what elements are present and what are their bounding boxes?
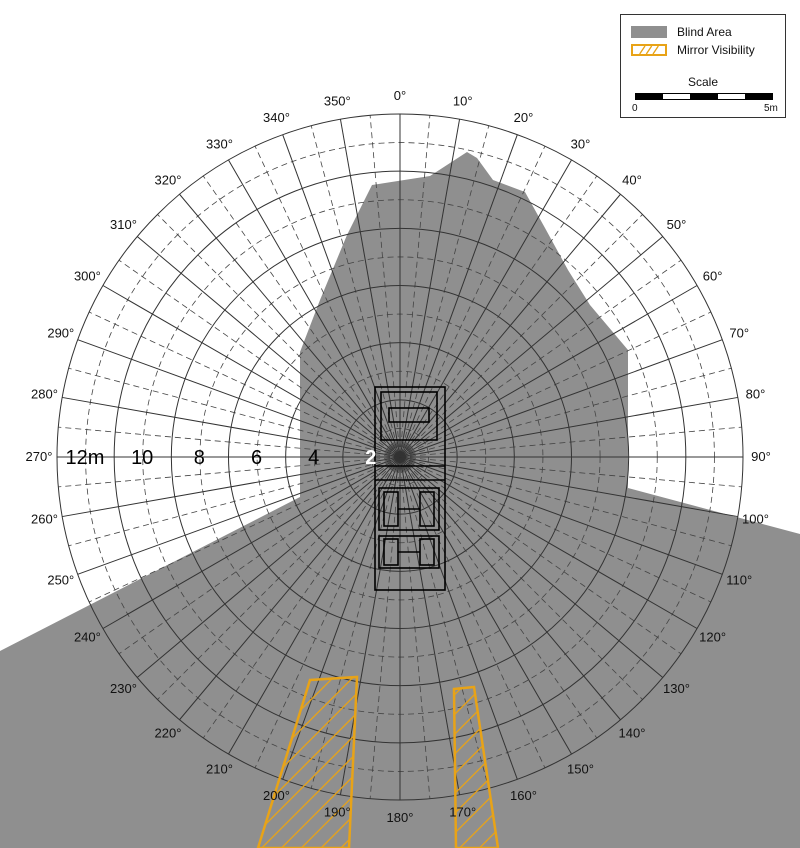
legend-item-mirror-visibility <box>631 43 755 57</box>
angle-label: 80° <box>745 386 766 402</box>
scale-end-label: 5m <box>764 103 778 114</box>
angle-label: 330° <box>206 136 233 152</box>
angle-label: 120° <box>699 629 727 645</box>
angle-label: 150° <box>567 761 594 777</box>
angle-label: 70° <box>729 325 750 341</box>
legend-label-blind-area: Blind Area <box>677 25 732 39</box>
angle-label: 200° <box>263 788 290 804</box>
angle-label: 210° <box>206 761 233 777</box>
angle-label: 220° <box>154 725 182 741</box>
angle-label: 160° <box>510 788 537 804</box>
angle-label: 240° <box>73 629 101 645</box>
angle-label: 350° <box>323 93 351 109</box>
angle-label: 260° <box>31 511 58 527</box>
legend-label-mirror-visibility: Mirror Visibility <box>677 43 755 57</box>
angle-label: 140° <box>618 725 646 741</box>
scale-start-label: 0 <box>632 103 638 114</box>
angle-label: 300° <box>73 268 101 284</box>
angle-label: 40° <box>622 172 642 188</box>
mirror-visibility-swatch <box>631 44 667 56</box>
range-label: 4 <box>308 447 320 469</box>
legend <box>620 14 786 118</box>
angle-label: 100° <box>742 511 769 527</box>
range-label: 12m <box>65 447 105 469</box>
angle-label: 20° <box>513 109 534 125</box>
scale-title: Scale <box>687 75 719 89</box>
angle-label: 110° <box>726 572 753 588</box>
angle-label: 290° <box>47 325 75 341</box>
angle-label: 270° <box>25 449 53 464</box>
angle-label: 50° <box>666 217 687 232</box>
blind-area-swatch <box>631 26 667 38</box>
angle-label: 10° <box>452 93 473 109</box>
range-label: 8 <box>193 447 205 469</box>
range-label: 2 <box>365 447 377 469</box>
range-label: 6 <box>250 447 263 469</box>
angle-label: 340° <box>263 109 290 125</box>
scale-bar <box>635 93 773 100</box>
angle-label: 180° <box>386 810 414 825</box>
angle-label: 130° <box>663 681 690 696</box>
angle-label: 0° <box>393 88 407 103</box>
angle-label: 30° <box>570 136 591 152</box>
angle-label: 90° <box>751 449 771 464</box>
angle-label: 190° <box>323 804 351 820</box>
angle-label: 170° <box>449 804 477 820</box>
angle-label: 230° <box>110 681 137 696</box>
angle-label: 280° <box>31 386 58 402</box>
angle-label: 320° <box>154 172 182 188</box>
angle-label: 250° <box>47 572 75 588</box>
angle-label: 310° <box>110 217 137 232</box>
range-label: 10 <box>131 447 154 469</box>
legend-item-blind-area <box>631 25 732 39</box>
angle-label: 60° <box>702 268 723 284</box>
